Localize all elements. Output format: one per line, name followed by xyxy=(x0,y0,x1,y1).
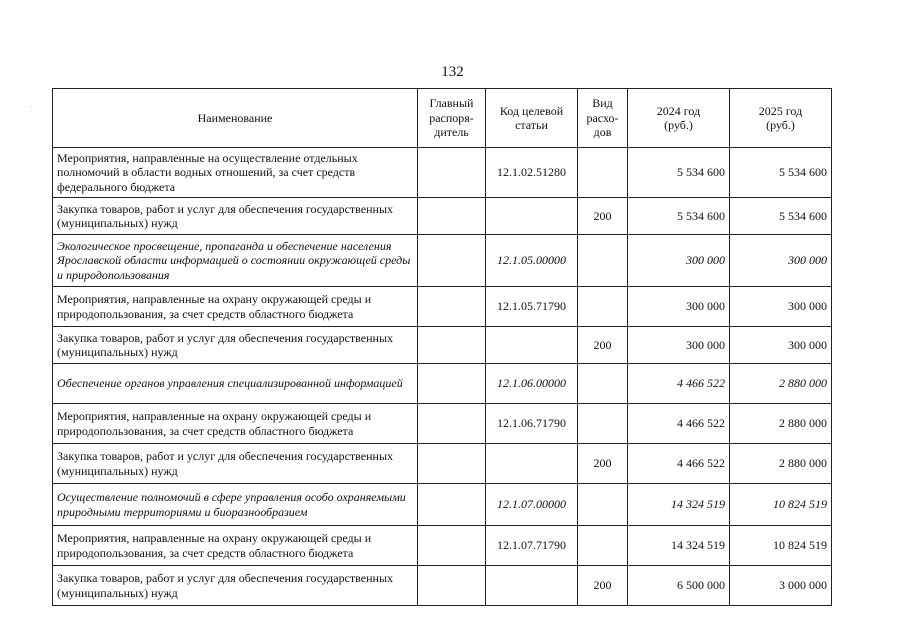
table-row xyxy=(53,566,832,606)
table-row xyxy=(53,198,832,235)
row-2025-cell: 300 000 xyxy=(730,287,832,327)
row-2024-cell: 300 000 xyxy=(628,327,730,364)
table-row xyxy=(53,526,832,566)
table-row xyxy=(53,444,832,484)
table-row xyxy=(53,364,832,404)
row-name-cell: Мероприятия, направленные на охрану окружающей среды и природопользования, за счет средств областного бюджета xyxy=(53,287,418,327)
row-2025-cell: 300 000 xyxy=(730,327,832,364)
header-name: Наименование xyxy=(53,89,418,148)
row-name-cell: Мероприятия, направленные на осуществление отдельных полномочий в области водных отношений, за счет средств федерального бюджета xyxy=(53,148,418,198)
row-name-cell: Мероприятия, направленные на охрану окружающей среды и природопользования, за счет средств областного бюджета xyxy=(53,404,418,444)
row-kind-cell xyxy=(578,364,628,404)
row-name-cell: Обеспечение органов управления специализированной информацией xyxy=(53,364,418,404)
header-year-2024: 2024 год (руб.) xyxy=(628,89,730,148)
row-code-cell xyxy=(486,444,578,484)
row-kind-cell: 200 xyxy=(578,327,628,364)
row-name-cell: Закупка товаров, работ и услуг для обеспечения государственных (муниципальных) нужд xyxy=(53,444,418,484)
header-expense-type: Вид расхо- дов xyxy=(578,89,628,148)
row-manager-cell xyxy=(418,327,486,364)
header-manager: Главный распоря- дитель xyxy=(418,89,486,148)
row-manager-cell xyxy=(418,566,486,606)
row-2025-cell: 2 880 000 xyxy=(730,404,832,444)
row-manager-cell xyxy=(418,484,486,526)
row-code-cell: 12.1.06.00000 xyxy=(486,364,578,404)
row-2024-cell: 300 000 xyxy=(628,287,730,327)
row-code-cell: 12.1.05.00000 xyxy=(486,235,578,287)
table-row xyxy=(53,404,832,444)
header-target-code: Код целевой статьи xyxy=(486,89,578,148)
row-code-cell: 12.1.02.51280 xyxy=(486,148,578,198)
row-name-cell: Мероприятия, направленные на охрану окружающей среды и природопользования, за счет средств областного бюджета xyxy=(53,526,418,566)
table-row xyxy=(53,327,832,364)
row-name-cell: Экологическое просвещение, пропаганда и обеспечение населения Ярославской области информацией о состоянии окружающей среды и природопользования xyxy=(53,235,418,287)
row-2025-cell: 3 000 000 xyxy=(730,566,832,606)
row-2024-cell: 14 324 519 xyxy=(628,484,730,526)
row-2024-cell: 14 324 519 xyxy=(628,526,730,566)
scan-dot xyxy=(30,106,31,107)
row-kind-cell: 200 xyxy=(578,198,628,235)
row-2025-cell: 5 534 600 xyxy=(730,198,832,235)
row-2024-cell: 4 466 522 xyxy=(628,404,730,444)
row-2024-cell: 5 534 600 xyxy=(628,148,730,198)
row-name-cell: Закупка товаров, работ и услуг для обеспечения государственных (муниципальных) нужд xyxy=(53,327,418,364)
header-year-2025: 2025 год (руб.) xyxy=(730,89,832,148)
table-row xyxy=(53,287,832,327)
row-manager-cell xyxy=(418,198,486,235)
row-manager-cell xyxy=(418,444,486,484)
row-kind-cell xyxy=(578,484,628,526)
row-2025-cell: 2 880 000 xyxy=(730,364,832,404)
row-2025-cell: 10 824 519 xyxy=(730,484,832,526)
row-name-cell: Закупка товаров, работ и услуг для обеспечения государственных (муниципальных) нужд xyxy=(53,198,418,235)
row-kind-cell xyxy=(578,526,628,566)
table-body xyxy=(53,148,832,606)
row-code-cell xyxy=(486,198,578,235)
row-kind-cell xyxy=(578,404,628,444)
row-code-cell: 12.1.07.00000 xyxy=(486,484,578,526)
row-kind-cell: 200 xyxy=(578,566,628,606)
table-row xyxy=(53,148,832,198)
row-name-cell: Осуществление полномочий в сфере управления особо охраняемыми природными территориями и биоразнообразием xyxy=(53,484,418,526)
row-kind-cell xyxy=(578,148,628,198)
table-header-row xyxy=(53,89,832,148)
row-code-cell: 12.1.07.71790 xyxy=(486,526,578,566)
row-code-cell: 12.1.05.71790 xyxy=(486,287,578,327)
row-manager-cell xyxy=(418,287,486,327)
row-manager-cell xyxy=(418,235,486,287)
row-code-cell xyxy=(486,327,578,364)
row-code-cell: 12.1.06.71790 xyxy=(486,404,578,444)
row-2025-cell: 2 880 000 xyxy=(730,444,832,484)
row-manager-cell xyxy=(418,404,486,444)
row-code-cell xyxy=(486,566,578,606)
row-2024-cell: 4 466 522 xyxy=(628,364,730,404)
row-kind-cell: 200 xyxy=(578,444,628,484)
table-row xyxy=(53,484,832,526)
row-kind-cell xyxy=(578,235,628,287)
row-2024-cell: 6 500 000 xyxy=(628,566,730,606)
row-2024-cell: 5 534 600 xyxy=(628,198,730,235)
row-kind-cell xyxy=(578,287,628,327)
row-2025-cell: 10 824 519 xyxy=(730,526,832,566)
table-row xyxy=(53,235,832,287)
row-manager-cell xyxy=(418,526,486,566)
page-number: 132 xyxy=(441,64,464,80)
row-2025-cell: 5 534 600 xyxy=(730,148,832,198)
row-manager-cell xyxy=(418,364,486,404)
row-2025-cell: 300 000 xyxy=(730,235,832,287)
row-name-cell: Закупка товаров, работ и услуг для обеспечения государственных (муниципальных) нужд xyxy=(53,566,418,606)
row-manager-cell xyxy=(418,148,486,198)
row-2024-cell: 300 000 xyxy=(628,235,730,287)
row-2024-cell: 4 466 522 xyxy=(628,444,730,484)
budget-table xyxy=(52,88,832,606)
